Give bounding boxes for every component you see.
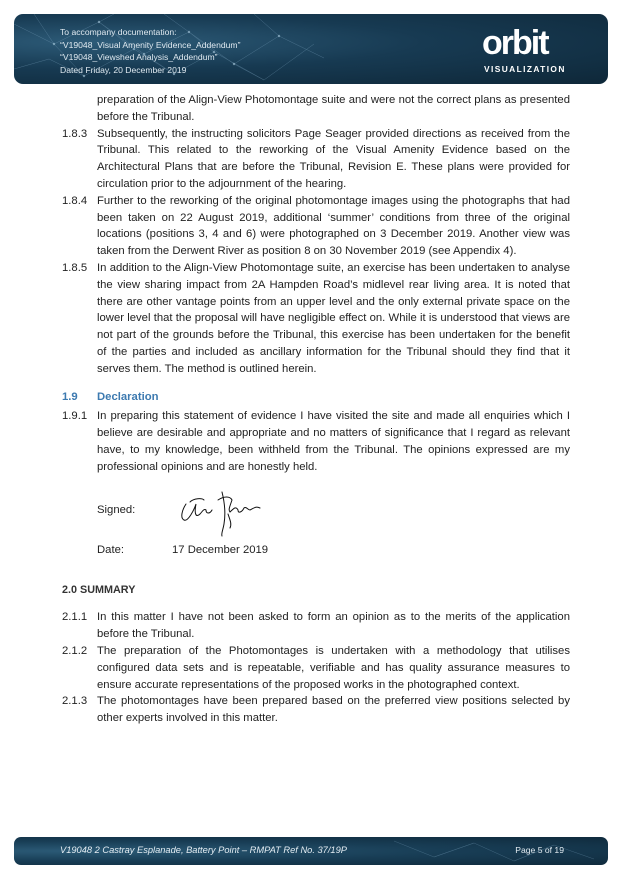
logo-word: orbit	[482, 24, 548, 62]
paragraph-text: Subsequently, the instructing solicitors Page Seager provided directions as received from the Tribunal. This related to the reworking of the Visual Amenity Evidence based on the Architectural Plans that are before the Tribunal, Revision E. These plans were provided for circulation prior to the adjournment of the hearing.	[97, 127, 570, 190]
paragraph-text: Further to the reworking of the original photomontage images using the photographs that had been taken on 22 August 2019, additional ‘summer’ conditions from three of the original locations (positions 3, 4 and 6) were photographed on 3 December 2019. Another view was taken from the Derwent River as position 8 on 30 November 2019 (see Appendix 4).	[97, 194, 570, 258]
page-number: Page 5 of 19	[515, 845, 564, 855]
date-value: 17 December 2019	[172, 543, 269, 556]
signed-label: Signed:	[97, 503, 136, 516]
paragraph-number: 2.1.1	[62, 611, 88, 624]
header-line: To accompany documentation:	[60, 27, 177, 37]
date-label: Date:	[97, 543, 125, 556]
footer-reference: V19048 2 Castray Esplanade, Battery Point – RMPAT Ref No. 37/19P	[60, 845, 347, 855]
paragraph-text: The photomontages have been prepared based on the preferred view positions selected by other experts involved in this matter.	[97, 695, 570, 725]
paragraph-text: In this matter I have not been asked to form an opinion as to the merits of the application before the Tribunal.	[97, 611, 570, 641]
intro-continuation: preparation of the Align-View Photomontage suite and were not the correct plans as presented before the Tribunal.	[97, 94, 570, 123]
section-number: 1.9	[62, 390, 78, 403]
paragraph-number: 1.8.4	[62, 194, 88, 207]
header-line: “V19048_Visual Amenity Evidence_Addendum”	[60, 39, 241, 50]
paragraph-number: 1.8.5	[62, 261, 88, 274]
paragraph-1-8-3	[62, 126, 570, 193]
document-body	[62, 92, 570, 727]
paragraph-number: 2.1.3	[62, 695, 88, 708]
paragraph-2-1-3	[62, 693, 570, 727]
paragraph-2-1-1	[62, 609, 570, 643]
logo-subtitle: VISUALIZATION	[484, 64, 566, 74]
paragraph-number: 1.9.1	[62, 410, 88, 423]
paragraph-2-1-2	[62, 643, 570, 693]
paragraph-text: The preparation of the Photomontages is undertaken with a methodology that utilises configured data sets and is repeatable, verifiable and has quality assurance measures to ensure accurate representations of the proposed works in the photographed context.	[97, 644, 570, 691]
orbit-logo	[482, 24, 582, 78]
paragraph-1-8-5	[62, 260, 570, 378]
signature-block	[62, 484, 570, 542]
header-text	[60, 26, 240, 76]
section-heading-2-0: 2.0 SUMMARY	[62, 583, 136, 596]
paragraph-text: In preparing this statement of evidence I have visited the site and made all enquiries which I believe are desirable and appropriate and no matters of significance that I regard as relevant have, to my knowledge, been withheld from the Tribunal. The opinions expressed are my professional opinions and are honestly held.	[97, 410, 570, 473]
signature-icon	[172, 484, 272, 542]
date-block	[62, 542, 570, 560]
header-line: Dated Friday, 20 December 2019	[60, 64, 187, 75]
header-banner	[14, 14, 608, 84]
paragraph-1-9-1	[62, 408, 570, 475]
paragraph-text: In addition to the Align-View Photomontage suite, an exercise has been undertaken to analyse the view sharing impact from 2A Hampden Road’s midlevel rear living area. It is noted that there are other vantage points from an upper level and the only external private space on the lower level that the proposal will have negligible effect on. While it is understood that views are not part of the grounds before the Tribunal, this exercise has been undertaken for the benefit of the parties and included as ancillary information for the Tribunal should they find that it serves them. The method is outlined herein.	[97, 261, 570, 375]
footer-banner	[14, 837, 608, 865]
paragraph-number: 1.8.3	[62, 127, 88, 140]
header-line: “V19048_Viewshed Analysis_Addendum”	[60, 52, 218, 62]
section-heading-1-9	[62, 389, 570, 406]
paragraph-number: 2.1.2	[62, 644, 88, 657]
section-title: Declaration	[97, 390, 159, 403]
paragraph-1-8-4	[62, 193, 570, 260]
